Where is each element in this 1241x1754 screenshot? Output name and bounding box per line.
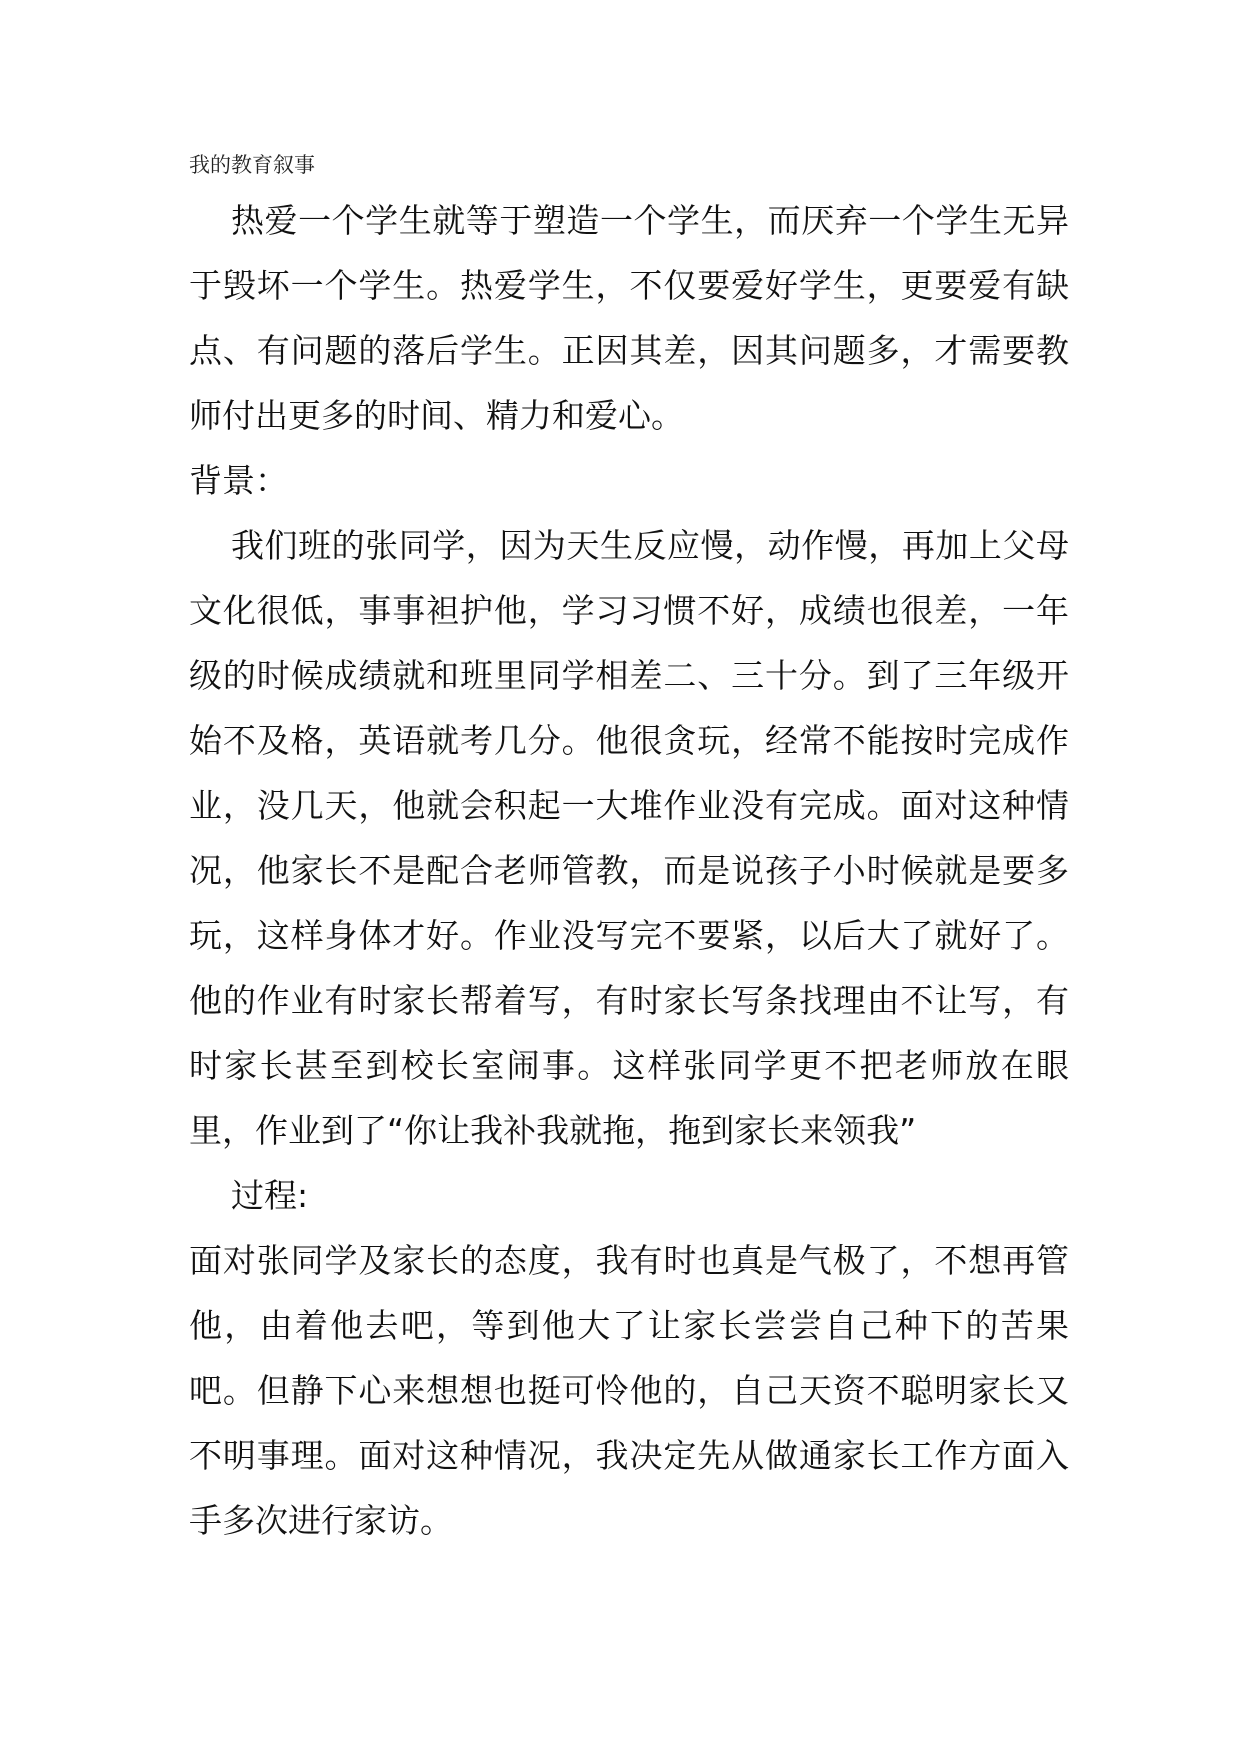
- process-heading: 过程:: [231, 1176, 309, 1215]
- process-paragraph: 面对张同学及家长的态度，我有时也真是气极了，不想再管他，由着他去吧，等到他大了让家长尝尝自己种下的苦果吧。但静下心来想想也挺可怜他的，自己天资不聪明家长又不明事理。面对这种情况，我决定先从做通家长工作方面入手多次进行家访。: [189, 1241, 1069, 1540]
- document-body: [189, 188, 1069, 1553]
- background-heading: 背景：: [189, 461, 288, 500]
- document-title: 我的教育叙事: [189, 153, 315, 177]
- background-paragraph: 我们班的张同学，因为天生反应慢，动作慢，再加上父母文化很低，事事袒护他，学习习惯不好，成绩也很差，一年级的时候成绩就和班里同学相差二、三十分。到了三年级开始不及格，英语就考几分。他很贪玩，经常不能按时完成作业，没几天，他就会积起一大堆作业没有完成。面对这种情况，他家长不是配合老师管教，而是说孩子小时候就是要多玩，这样身体才好。作业没写完不要紧，以后大了就好了。他的作业有时家长帮着写，有时家长写条找理由不让写，有时家长甚至到校长室闹事。这样张同学更不把老师放在眼里，作业到了“你让我补我就拖，拖到家长来领我”: [189, 526, 1069, 1150]
- intro-paragraph: 热爱一个学生就等于塑造一个学生，而厌弃一个学生无异于毁坏一个学生。热爱学生，不仅要爱好学生，更要爱有缺点、有问题的落后学生。正因其差，因其问题多，才需要教师付出更多的时间、精力和爱心。: [189, 201, 1069, 435]
